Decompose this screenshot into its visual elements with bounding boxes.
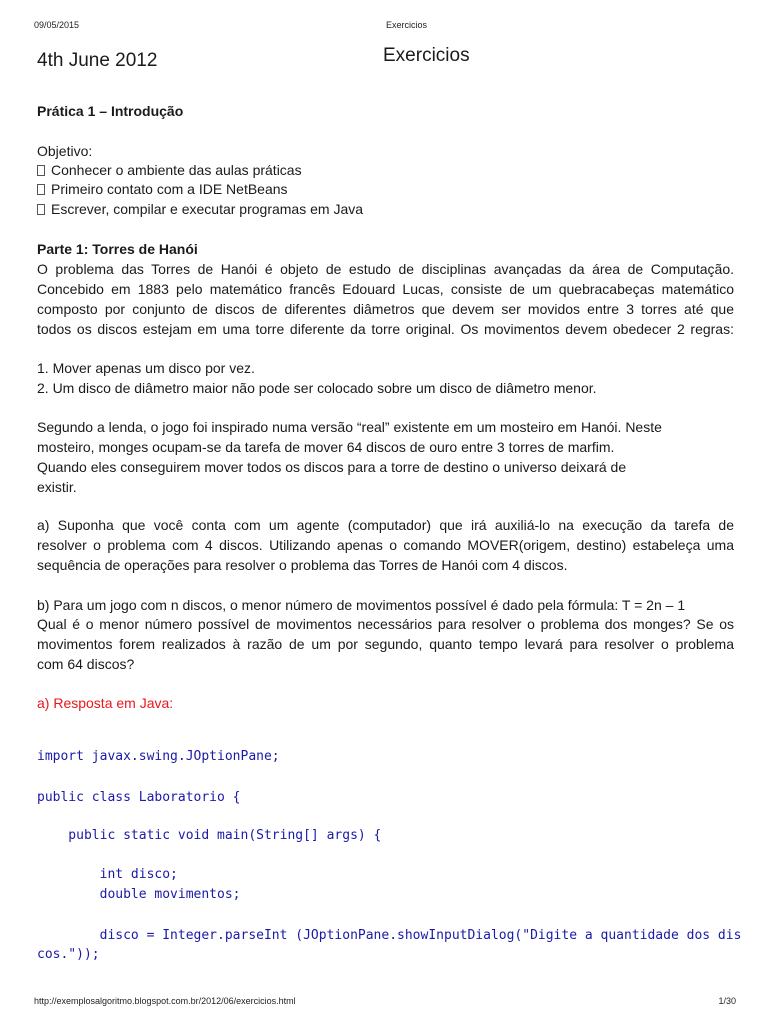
objetivo-item: Conhecer o ambiente das aulas práticas bbox=[37, 161, 302, 181]
rule-item: 1. Mover apenas um disco por vez. bbox=[37, 360, 255, 376]
paragraph-line: O problema das Torres de Hanói é objeto de estudo de disciplinas avançadas da área de Computação. bbox=[37, 261, 734, 277]
question-b-line: movimentos forem realizados à razão de um por segundo, quanto tempo levará para resolver o problema bbox=[37, 636, 734, 652]
legend-line: Quando eles conseguirem mover todos os discos para a torre de destino o universo deixará de bbox=[37, 459, 627, 475]
answer-heading: a) Resposta em Java: bbox=[37, 695, 174, 711]
paragraph-line: Concebido em 1883 pelo matemático francês Edouard Lucas, consiste de um quebracabeças matemático bbox=[37, 281, 734, 297]
objetivo-label: Objetivo: bbox=[37, 143, 93, 159]
print-title: Exercicios bbox=[386, 20, 428, 30]
page-number: 1/30 bbox=[718, 996, 736, 1006]
code-line: public class Laboratorio { bbox=[37, 790, 241, 805]
checkbox-bullet-icon bbox=[37, 165, 45, 176]
print-date: 09/05/2015 bbox=[34, 20, 80, 30]
paragraph-line: composto por conjunto de discos de diferentes diâmetros que devem ser movidos entre 3 torres até que bbox=[37, 301, 734, 317]
paragraph-line: todos os discos estejam em uma torre diferente da torre original. Os movimentos devem obedecer 2 regras: bbox=[37, 321, 734, 337]
code-line: double movimentos; bbox=[37, 887, 241, 902]
code-line: import javax.swing.JOptionPane; bbox=[37, 749, 280, 764]
footer-url: http://exemplosalgoritmo.blogspot.com.br/2012/06/exercicios.html bbox=[34, 996, 296, 1006]
objetivo-item: Primeiro contato com a IDE NetBeans bbox=[37, 180, 288, 200]
post-date: 4th June 2012 bbox=[37, 50, 158, 71]
question-a-line: sequência de operações para resolver o problema das Torres de Hanói com 4 discos. bbox=[37, 557, 568, 573]
question-a-line: a) Suponha que você conta com um agente (computador) que irá auxiliá-lo na execução da tarefa de bbox=[37, 517, 734, 533]
rule-item: 2. Um disco de diâmetro maior não pode ser colocado sobre um disco de diâmetro menor. bbox=[37, 380, 597, 396]
objetivo-item: Escrever, compilar e executar programas em Java bbox=[37, 200, 363, 220]
question-b-line: Qual é o menor número possível de movimentos necessários para resolver o problema dos monges? Se os bbox=[37, 616, 734, 632]
post-title: Exercicios bbox=[383, 45, 470, 66]
legend-line: existir. bbox=[37, 479, 77, 495]
code-line: cos.")); bbox=[37, 947, 100, 962]
parte1-heading: Parte 1: Torres de Hanói bbox=[37, 241, 198, 257]
checkbox-bullet-icon bbox=[37, 184, 45, 195]
legend-line: Segundo a lenda, o jogo foi inspirado numa versão “real” existente em um mosteiro em Hanói. Neste bbox=[37, 419, 662, 435]
question-b-line: com 64 discos? bbox=[37, 656, 135, 672]
pratica-heading: Prática 1 – Introdução bbox=[37, 103, 184, 119]
code-line: public static void main(String[] args) { bbox=[37, 828, 382, 843]
code-line: disco = Integer.parseInt (JOptionPane.showInputDialog("Digite a quantidade dos dis bbox=[37, 928, 742, 943]
checkbox-bullet-icon bbox=[37, 204, 45, 215]
question-b-line: b) Para um jogo com n discos, o menor número de movimentos possível é dado pela fórmula: T = 2n – 1 bbox=[37, 597, 686, 613]
code-line: int disco; bbox=[37, 867, 178, 882]
question-a-line: resolver o problema com 4 discos. Utilizando apenas o comando MOVER(origem, destino) estabeleça uma bbox=[37, 537, 734, 553]
legend-line: mosteiro, monges ocupam-se da tarefa de mover 64 discos de ouro entre 3 torres de marfim. bbox=[37, 439, 615, 455]
